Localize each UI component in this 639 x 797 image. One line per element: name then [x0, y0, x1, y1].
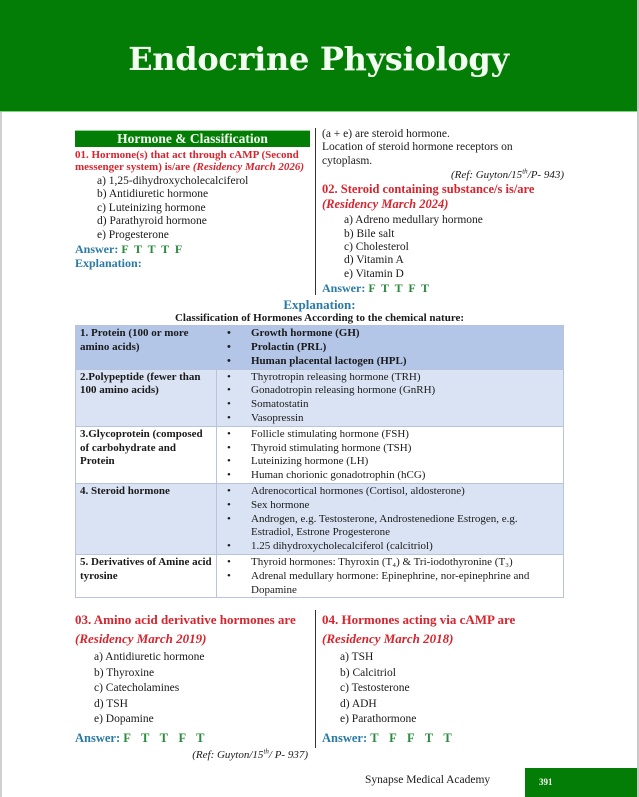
table-row: [76, 369, 564, 426]
footer-publisher: Synapse Medical Academy: [365, 773, 491, 786]
options-list: [340, 650, 564, 728]
question-stem: 03. Amino acid derivative hormones are (Residency March 2019): [75, 610, 310, 648]
question-stem: 04. Hormones acting via cAMP are (Residency March 2018): [322, 610, 564, 648]
list-item: • Gonadotropin releasing hormone (GnRH): [227, 384, 436, 397]
option: e) Parathormone: [340, 713, 417, 726]
option: a) 1,25-dihydroxycholecalciferol: [97, 175, 249, 187]
option: c) Luteinizing hormone: [97, 201, 206, 214]
list-item: • Sex hormone: [227, 498, 310, 511]
category-cell: 2.Polypeptide (fewer than 100 amino acids): [76, 369, 217, 426]
option: d) Vitamin A: [344, 254, 404, 267]
list-item: • Thyrotropin releasing hormone (TRH): [227, 370, 421, 383]
question-1: [75, 128, 315, 270]
table-row: [76, 426, 564, 483]
reference: (Ref: Guyton/15th/P- 943): [451, 167, 564, 182]
list-item: • Human placental lactogen (HPL): [227, 354, 407, 367]
explanation-text: Location of steroid hormone receptors on cytoplasm.: [322, 141, 513, 167]
answer: Answer: F T T T F: [75, 242, 184, 257]
chapter-header: [0, 0, 637, 112]
option: b) Antidiuretic hormone: [97, 188, 209, 201]
question-3: [75, 610, 315, 762]
list-item: • Adrenocortical hormones (Cortisol, aldosterone): [227, 485, 465, 498]
answer-values: F T T T F: [121, 242, 184, 257]
list-item: • Androgen, e.g. Testosterone, Androstenedione Estrogen, e.g. Estradiol, Estrone Progesterone: [227, 512, 518, 539]
category-cell: 1. Protein (100 or more amino acids): [76, 326, 217, 369]
answer-values: F T T F T: [368, 281, 431, 296]
list-item: • Follicle stimulating hormone (FSH): [227, 427, 409, 440]
option: a) Antidiuretic hormone: [94, 651, 205, 664]
options-list: [344, 214, 564, 281]
options-list: [97, 175, 310, 242]
items-cell: [217, 369, 564, 426]
option: c) Testosterone: [340, 682, 410, 695]
table-row: [76, 555, 564, 598]
category-cell: 5. Derivatives of Amine acid tyrosine: [76, 555, 217, 598]
list-item: • 1.25 dihydroxycholecalciferol (calcitriol): [227, 540, 433, 553]
table-caption: Classification of Hormones According to the chemical nature:: [174, 312, 465, 325]
list-item: • Thyroid hormones: Thyroxin (T₄) & Tri-iodothyronine (T₃): [227, 556, 513, 568]
option: b) Bile salt: [344, 227, 395, 240]
items-cell: [217, 326, 564, 369]
items-cell: [217, 484, 564, 555]
explanation-label: Explanation:: [75, 256, 142, 271]
list-item: • Thyroid stimulating hormone (TSH): [227, 441, 412, 454]
list-item: • Human chorionic gonadotrophin (hCG): [227, 469, 426, 482]
option: b) Calcitriol: [340, 666, 396, 679]
page-footer: [0, 768, 637, 797]
page-edge: [0, 112, 2, 797]
question-source: (Residency March 2018): [322, 631, 454, 647]
table-row: [76, 484, 564, 555]
question-4: [315, 610, 564, 748]
page-content: [75, 128, 564, 762]
question-source: (Residency March 2026): [192, 160, 305, 173]
option: d) ADH: [340, 697, 377, 710]
answer: Answer: F T T F T: [75, 730, 206, 745]
option: b) Thyroxine: [94, 666, 155, 679]
reference: (Ref: Guyton/15th/ P- 937): [192, 747, 308, 761]
items-cell: [217, 426, 564, 483]
list-item: • Prolactin (PRL): [227, 341, 327, 354]
option: a) Adreno medullary hormone: [344, 214, 483, 227]
answer: Answer: F T T F T: [322, 281, 431, 296]
list-item: • Somatostatin: [227, 398, 309, 411]
question-stem: 02. Steroid containing substance/s is/are (Residency March 2024): [322, 182, 564, 212]
option: d) Parathyroid hormone: [97, 215, 207, 228]
explanation-text: (a + e) are steroid hormone.: [322, 128, 450, 140]
question-number: 01: [75, 149, 86, 161]
category-cell: 4. Steroid hormone: [76, 484, 217, 555]
section-title: Hormone & Classification: [75, 130, 310, 147]
items-cell: [217, 555, 564, 598]
question-source: (Residency March 2024): [322, 197, 449, 212]
list-item: • Luteinizing hormone (LH): [227, 455, 369, 468]
explanation-heading: Explanation:: [283, 297, 356, 313]
option: e) Vitamin D: [344, 267, 404, 280]
option: d) TSH: [94, 697, 128, 710]
category-cell: 3.Glycoprotein (composed of carbohydrate and Protein: [76, 426, 217, 483]
bottom-columns: [75, 610, 564, 762]
options-list: [94, 650, 310, 728]
answer-values: T F F T T: [370, 730, 454, 745]
option: c) Catecholamines: [94, 682, 180, 695]
option: c) Cholesterol: [344, 241, 409, 254]
list-item: • Adrenal medullary hormone: Epinephrine, nor-epinephrine and Dopamine: [227, 569, 530, 596]
question-2: [315, 128, 564, 295]
page-number: 391: [525, 768, 637, 797]
classification-table: [75, 325, 564, 598]
question-stem: 01. Hormone(s) that act through cAMP (Second messenger system) is/are (Residency March 2026): [75, 149, 305, 173]
top-columns: [75, 128, 564, 295]
option: a) TSH: [340, 651, 374, 664]
question-source: (Residency March 2019): [75, 631, 207, 647]
answer: Answer: T F F T T: [322, 730, 454, 745]
list-item: • Growth hormone (GH): [227, 327, 360, 340]
option: e) Progesterone: [97, 228, 169, 241]
chapter-title: Endocrine Physiology: [128, 40, 509, 78]
table-row: [76, 326, 564, 369]
list-item: • Vasopressin: [227, 412, 304, 425]
answer-values: F T T F T: [123, 730, 206, 745]
option: e) Dopamine: [94, 713, 154, 726]
